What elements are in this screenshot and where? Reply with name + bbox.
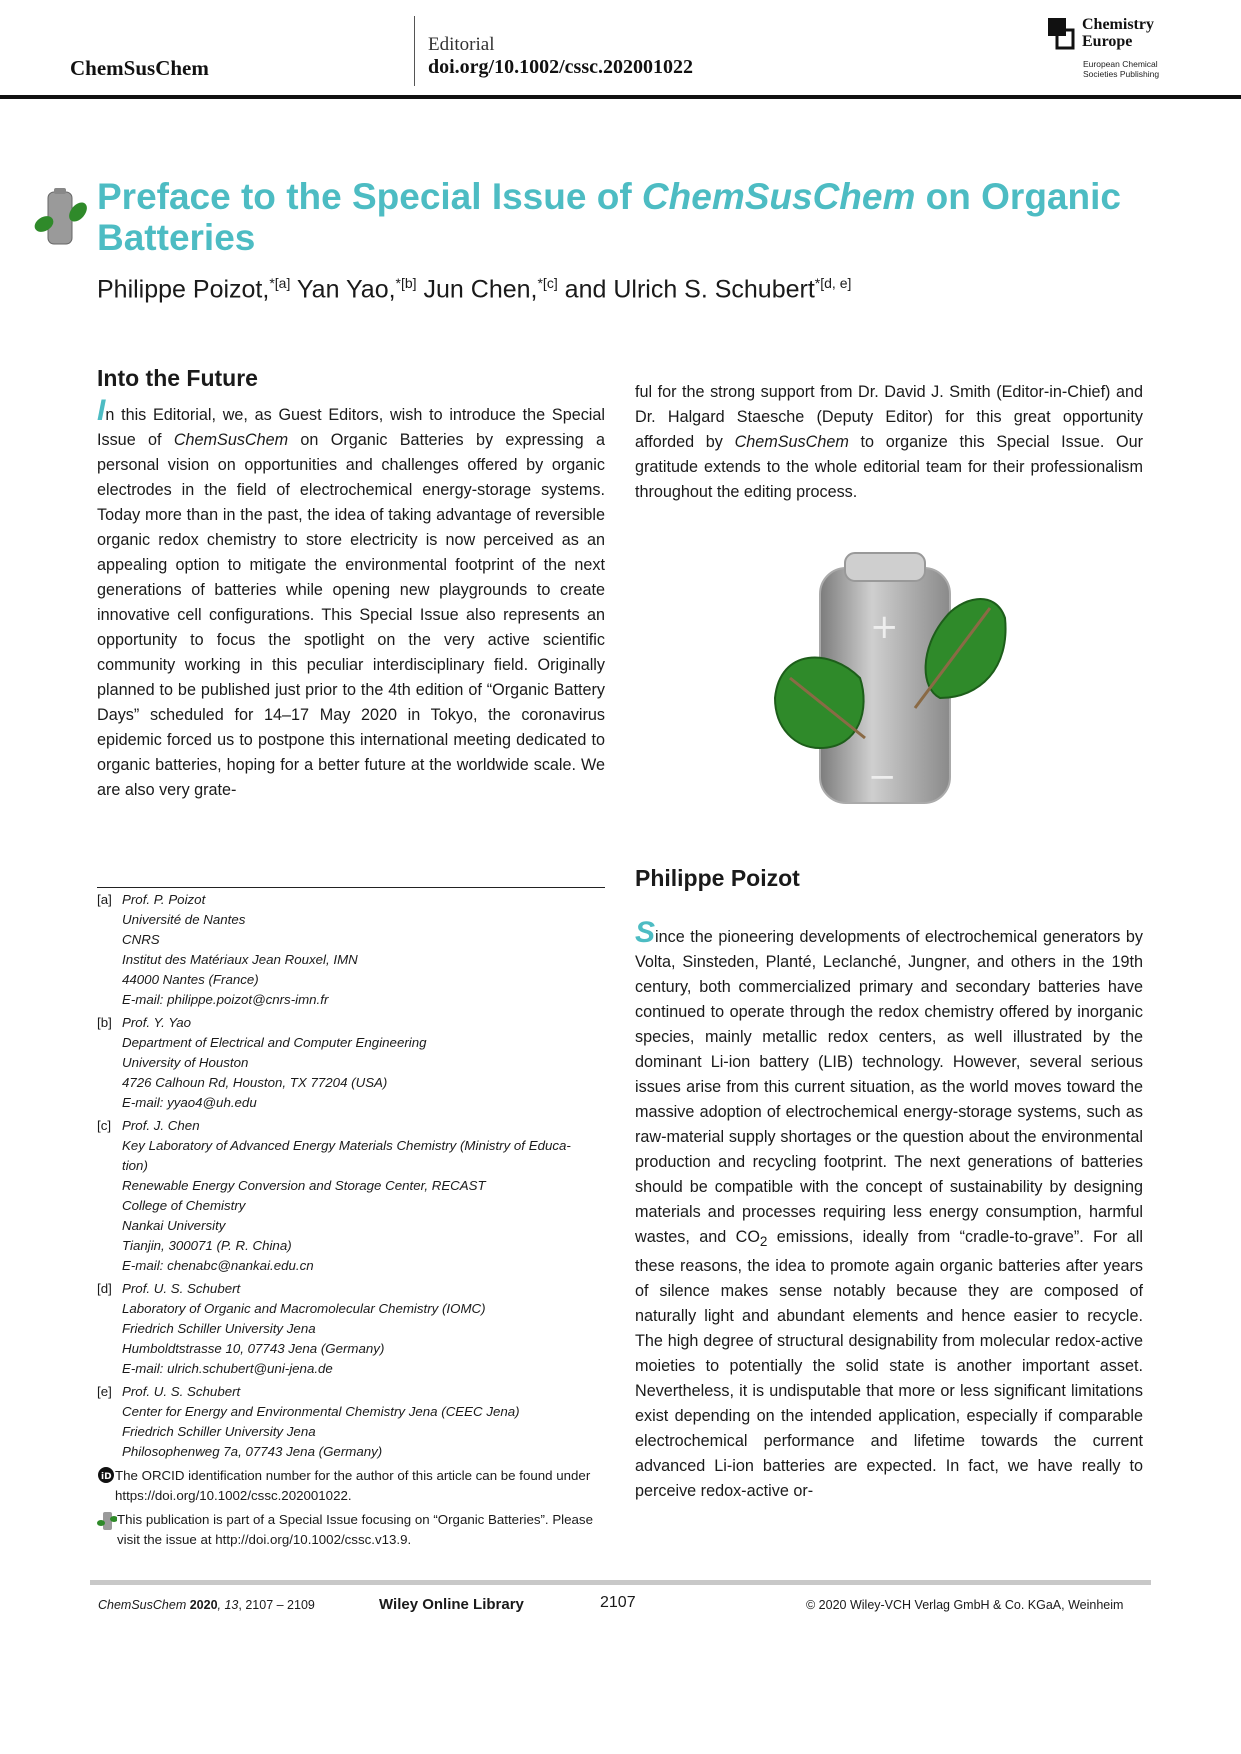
author: Yan Yao, — [296, 275, 396, 304]
header-rule — [0, 95, 1241, 99]
chemistry-europe-logo-icon — [1048, 16, 1078, 52]
body-paragraph-intro: In this Editorial, we, as Guest Editors, wish to introduce the Special Issue of ChemSusChem on Organic Batteries by expressing a personal vision on opportunities and challenges offered by organic electrodes in the field of electrochemical energy-storage systems. Today more than in the past, the idea of taking advantage of reversible organic redox chemistry to store electricity is now perceived as an appealing option to mitigate the environmental footprint of the next generations of batteries while opening new playgrounds to create innovative cell configurations. This Special Issue also represents an opportunity to focus the spotlight on the very active scientific community working in this peculiar interdisciplinary field. Originally planned to be published just prior to the 4th edition of “Organic Battery Days” scheduled for 14–17 May 2020 in Tokyo, the coronavirus epidemic forced us to postpone this international meeting dedicated to organic batteries, hoping for a better future at the worldwide scale. We are also very grate- — [97, 394, 605, 799]
footer-rule — [90, 1580, 1151, 1585]
battery-leaves-icon — [97, 1510, 117, 1532]
affiliation-b: [b] Prof. Y. Yao Department of Electrical and Computer Engineering University of Houston 4726 Calhoun Rd, Houston, TX 77204 (USA) E-mail: yyao4@uh.edu — [97, 1013, 617, 1113]
email-link[interactable]: E-mail: chenabc@nankai.edu.cn — [122, 1258, 314, 1273]
affiliation-c: [c] Prof. J. Chen Key Laboratory of Advanced Energy Materials Chemistry (Ministry of Educa- tion) Renewable Energy Conversion and Storage Center, RECAST College of Chemistry Nankai University Tianjin, 300071 (P. R. China) E-mail: chenabc@nankai.edu.cn — [97, 1116, 617, 1276]
body-paragraph-poizot: Since the pioneering developments of electrochemical generators by Volta, Sinsteden, Planté, Leclanché, Jungner, and others in the 19th century, both commercialized primary and secondary batteries have continued to operate through the redox chemistry offered by inorganic species, mainly metallic redox centers, as well illustrated by the dominant Li-ion battery (LIB) technology. However, several serious issues arise from this current situation, as the world moves toward the massive adoption of electrochemical energy-storage systems, such as raw-material supply shortages or the question about the environmental production and recycling footprint. The next generations of batteries should be compatible with the concept of sustainability by designing materials and processes requiring less energy consumption, harmful wastes, and $CO_2$ emissions, ideally from “cradle-to-grave”. For all these reasons, the idea to promote again organic batteries after years of silence makes sense notably because they are composed of naturally light and abundant elements and hence easier to recycle. The high degree of structural designability from molecular redox-active moieties to potentially the solid state is another important asset. Nevertheless, it is undisputable that more or less significant limitations exist depending on the intended application, especially if comparable electrochemical performance and lifetime towards the current advanced Li-ion batteries are expected. In fact, we have really to perceive redox-active or- — [635, 916, 1143, 1501]
author-list: Philippe Poizot,$^{*[a]}$ Yan Yao,$^{*[b]}$ Jun Chen,$^{*[c]}$ and Ulrich S. Schubert$^{*[d, e]}$ — [97, 275, 852, 304]
journal-name: ChemSusChem — [70, 56, 209, 80]
email-link[interactable]: E-mail: ulrich.schubert@uni-jena.de — [122, 1361, 333, 1376]
section-heading-philippe-poizot: Philippe Poizot — [635, 865, 800, 891]
affiliation-d: [d] Prof. U. S. Schubert Laboratory of Organic and Macromolecular Chemistry (IOMC) Friedrich Schiller University Jena Humboldtstrasse 10, 07743 Jena (Germany) E-mail: ulrich.schubert@uni-jena.de — [97, 1279, 617, 1379]
email-link[interactable]: E-mail: philippe.poizot@cnrs-imn.fr — [122, 992, 329, 1007]
section-heading-into-the-future: Into the Future — [97, 365, 258, 391]
header-divider — [414, 16, 415, 86]
page-number: 2107 — [600, 1594, 636, 1611]
battery-leaves-illustration — [770, 548, 1010, 818]
footnote-rule — [97, 887, 605, 888]
author: and Ulrich S. Schubert — [564, 275, 815, 304]
affiliation-a: [a] Prof. P. Poizot Université de Nantes CNRS Institut des Matériaux Jean Rouxel, IMN 44000 Nantes (France) E-mail: philippe.poizot@cnrs-imn.fr — [97, 890, 617, 1010]
battery-leaves-icon — [34, 186, 90, 250]
brand-line2: Europe — [1082, 33, 1133, 50]
orcid-icon — [97, 1466, 115, 1484]
svg-text:−: − — [868, 757, 897, 797]
body-paragraph-intro-continued: ful for the strong support from Dr. David J. Smith (Editor-in-Chief) and Dr. Halgard Staesche (Deputy Editor) for this great opportunity afforded by ChemSusChem to organize this Special Issue. Our gratitude extends to the whole editorial team for their professionalism throughout the editing process. — [635, 383, 1143, 501]
copyright: © 2020 Wiley-VCH Verlag GmbH & Co. KGaA, Weinheim — [806, 1598, 1124, 1612]
special-issue-note: This publication is part of a Special Issue focusing on “Organic Batteries”. Please visit the issue at http://doi.org/10.1002/cssc.v13.9. — [97, 1510, 617, 1550]
author: Jun Chen, — [423, 275, 538, 304]
email-link[interactable]: E-mail: yyao4@uh.edu — [122, 1095, 257, 1110]
affiliation-e: [e] Prof. U. S. Schubert Center for Energy and Environmental Chemistry Jena (CEEC Jena) Friedrich Schiller University Jena Philosophenweg 7a, 07743 Jena (Germany) — [97, 1384, 520, 1459]
drop-cap: I — [97, 394, 106, 427]
footer-citation: ChemSusChem 2020, 13, 2107 – 2109 — [98, 1598, 315, 1612]
orcid-note: iD The ORCID identification number for the author of this article can be found under https://doi.org/10.1002/cssc.202001022. — [97, 1466, 617, 1506]
affiliations — [97, 890, 617, 1550]
wiley-online-library-link[interactable]: Wiley Online Library — [379, 1596, 524, 1613]
brand-line1: Chemistry — [1082, 16, 1154, 33]
article-title: Preface to the Special Issue of ChemSusChem on Organic Batteries — [97, 176, 1121, 258]
author: Philippe Poizot, — [97, 275, 270, 304]
drop-cap: S — [635, 916, 656, 949]
doi-link[interactable]: doi.org/10.1002/cssc.202001022 — [428, 56, 693, 78]
svg-text:iD: iD — [101, 1472, 112, 1482]
brand-sub1: European Chemical — [1083, 59, 1158, 69]
svg-text:+: + — [870, 607, 899, 647]
article-type: Editorial — [428, 34, 495, 55]
brand-sub2: Societies Publishing — [1083, 69, 1160, 79]
